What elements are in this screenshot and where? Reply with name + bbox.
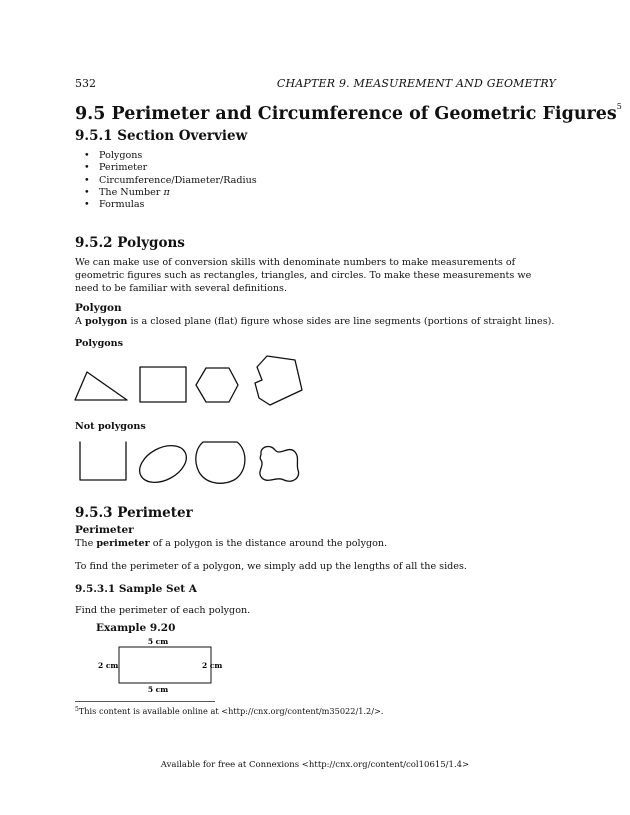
ellipse-shape <box>133 438 192 488</box>
perimeter-def-term: Perimeter <box>75 524 134 536</box>
polygons-label: Polygons <box>75 338 124 349</box>
example-title: Example 9.20 <box>96 622 176 634</box>
right-length-label: 2 cm <box>202 661 223 670</box>
footnote-mark: 5 <box>616 102 622 111</box>
list-item-text: Polygons <box>99 150 143 161</box>
list-item <box>84 150 257 162</box>
not-polygons-figure <box>70 436 340 488</box>
chapter-header: CHAPTER 9. MEASUREMENT AND GEOMETRY <box>276 77 556 90</box>
polygons-intro: We can make use of conversion skills with denominate numbers to make measurements of geometric figures such as rectangles, triangles, and circles. To make these measurements we need to be familiar with several definitions. <box>75 257 532 294</box>
list-item-text: Formulas <box>99 199 145 211</box>
footnote-rule <box>75 701 215 702</box>
list-item-text: Circumference/Diameter/Radius <box>99 174 257 186</box>
perimeter-rule: To find the perimeter of a polygon, we simply add up the lengths of all the sides. <box>75 561 467 572</box>
irregular-polygon-shape <box>255 356 302 405</box>
rectangle-shape <box>119 647 211 683</box>
def-bold-term: polygon <box>84 316 128 327</box>
square-shape <box>140 367 186 402</box>
list-item-text: The Number <box>99 186 161 198</box>
not-polygons-label: Not polygons <box>75 421 146 432</box>
list-item <box>84 199 257 211</box>
rectangle-diagram <box>90 635 240 697</box>
open-figure-shape <box>80 442 126 480</box>
triangle-shape <box>75 372 127 400</box>
footnote-number: 5 <box>75 706 79 713</box>
overview-list <box>84 150 257 211</box>
def-text: The <box>75 538 97 549</box>
def-text: is a closed plane (flat) figure whose sides are line segments (portions of straight lines). <box>127 316 555 327</box>
page-footer: Available for free at Connexions <http://cnx.org/content/col10615/1.4> <box>160 760 470 770</box>
list-item-text: Perimeter <box>99 162 148 174</box>
polygons-figure <box>70 350 340 412</box>
sample-instruction: Find the perimeter of each polygon. <box>75 605 251 616</box>
section-title-text: 9.5 Perimeter and Circumference of Geometric Figures <box>75 104 617 124</box>
hexagon-shape <box>196 368 238 402</box>
def-text: of a polygon is the distance around the polygon. <box>149 538 388 549</box>
blob-shape <box>260 447 299 482</box>
def-text: A <box>75 316 85 327</box>
polygon-def-term: Polygon <box>75 302 122 314</box>
closed-curve-shape <box>196 442 245 483</box>
def-bold-term: perimeter <box>96 538 150 549</box>
polygons-heading: 9.5.2 Polygons <box>75 235 185 251</box>
perimeter-heading: 9.5.3 Perimeter <box>75 505 193 521</box>
polygon-definition <box>75 315 557 328</box>
top-length-label: 5 cm <box>147 637 169 646</box>
page-number: 532 <box>75 77 96 90</box>
list-item <box>84 187 257 199</box>
list-item <box>84 175 257 187</box>
list-item <box>84 162 257 174</box>
footnote <box>75 706 383 716</box>
perimeter-definition <box>75 537 557 550</box>
left-length-label: 2 cm <box>98 661 119 670</box>
overview-heading: 9.5.1 Section Overview <box>75 128 248 144</box>
pi-symbol: π <box>163 186 170 198</box>
bottom-length-label: 5 cm <box>147 685 169 694</box>
section-title <box>75 104 622 124</box>
footnote-text: This content is available online at <http://cnx.org/content/m35022/1.2/>. <box>78 706 384 716</box>
sample-heading: 9.5.3.1 Sample Set A <box>75 583 197 595</box>
